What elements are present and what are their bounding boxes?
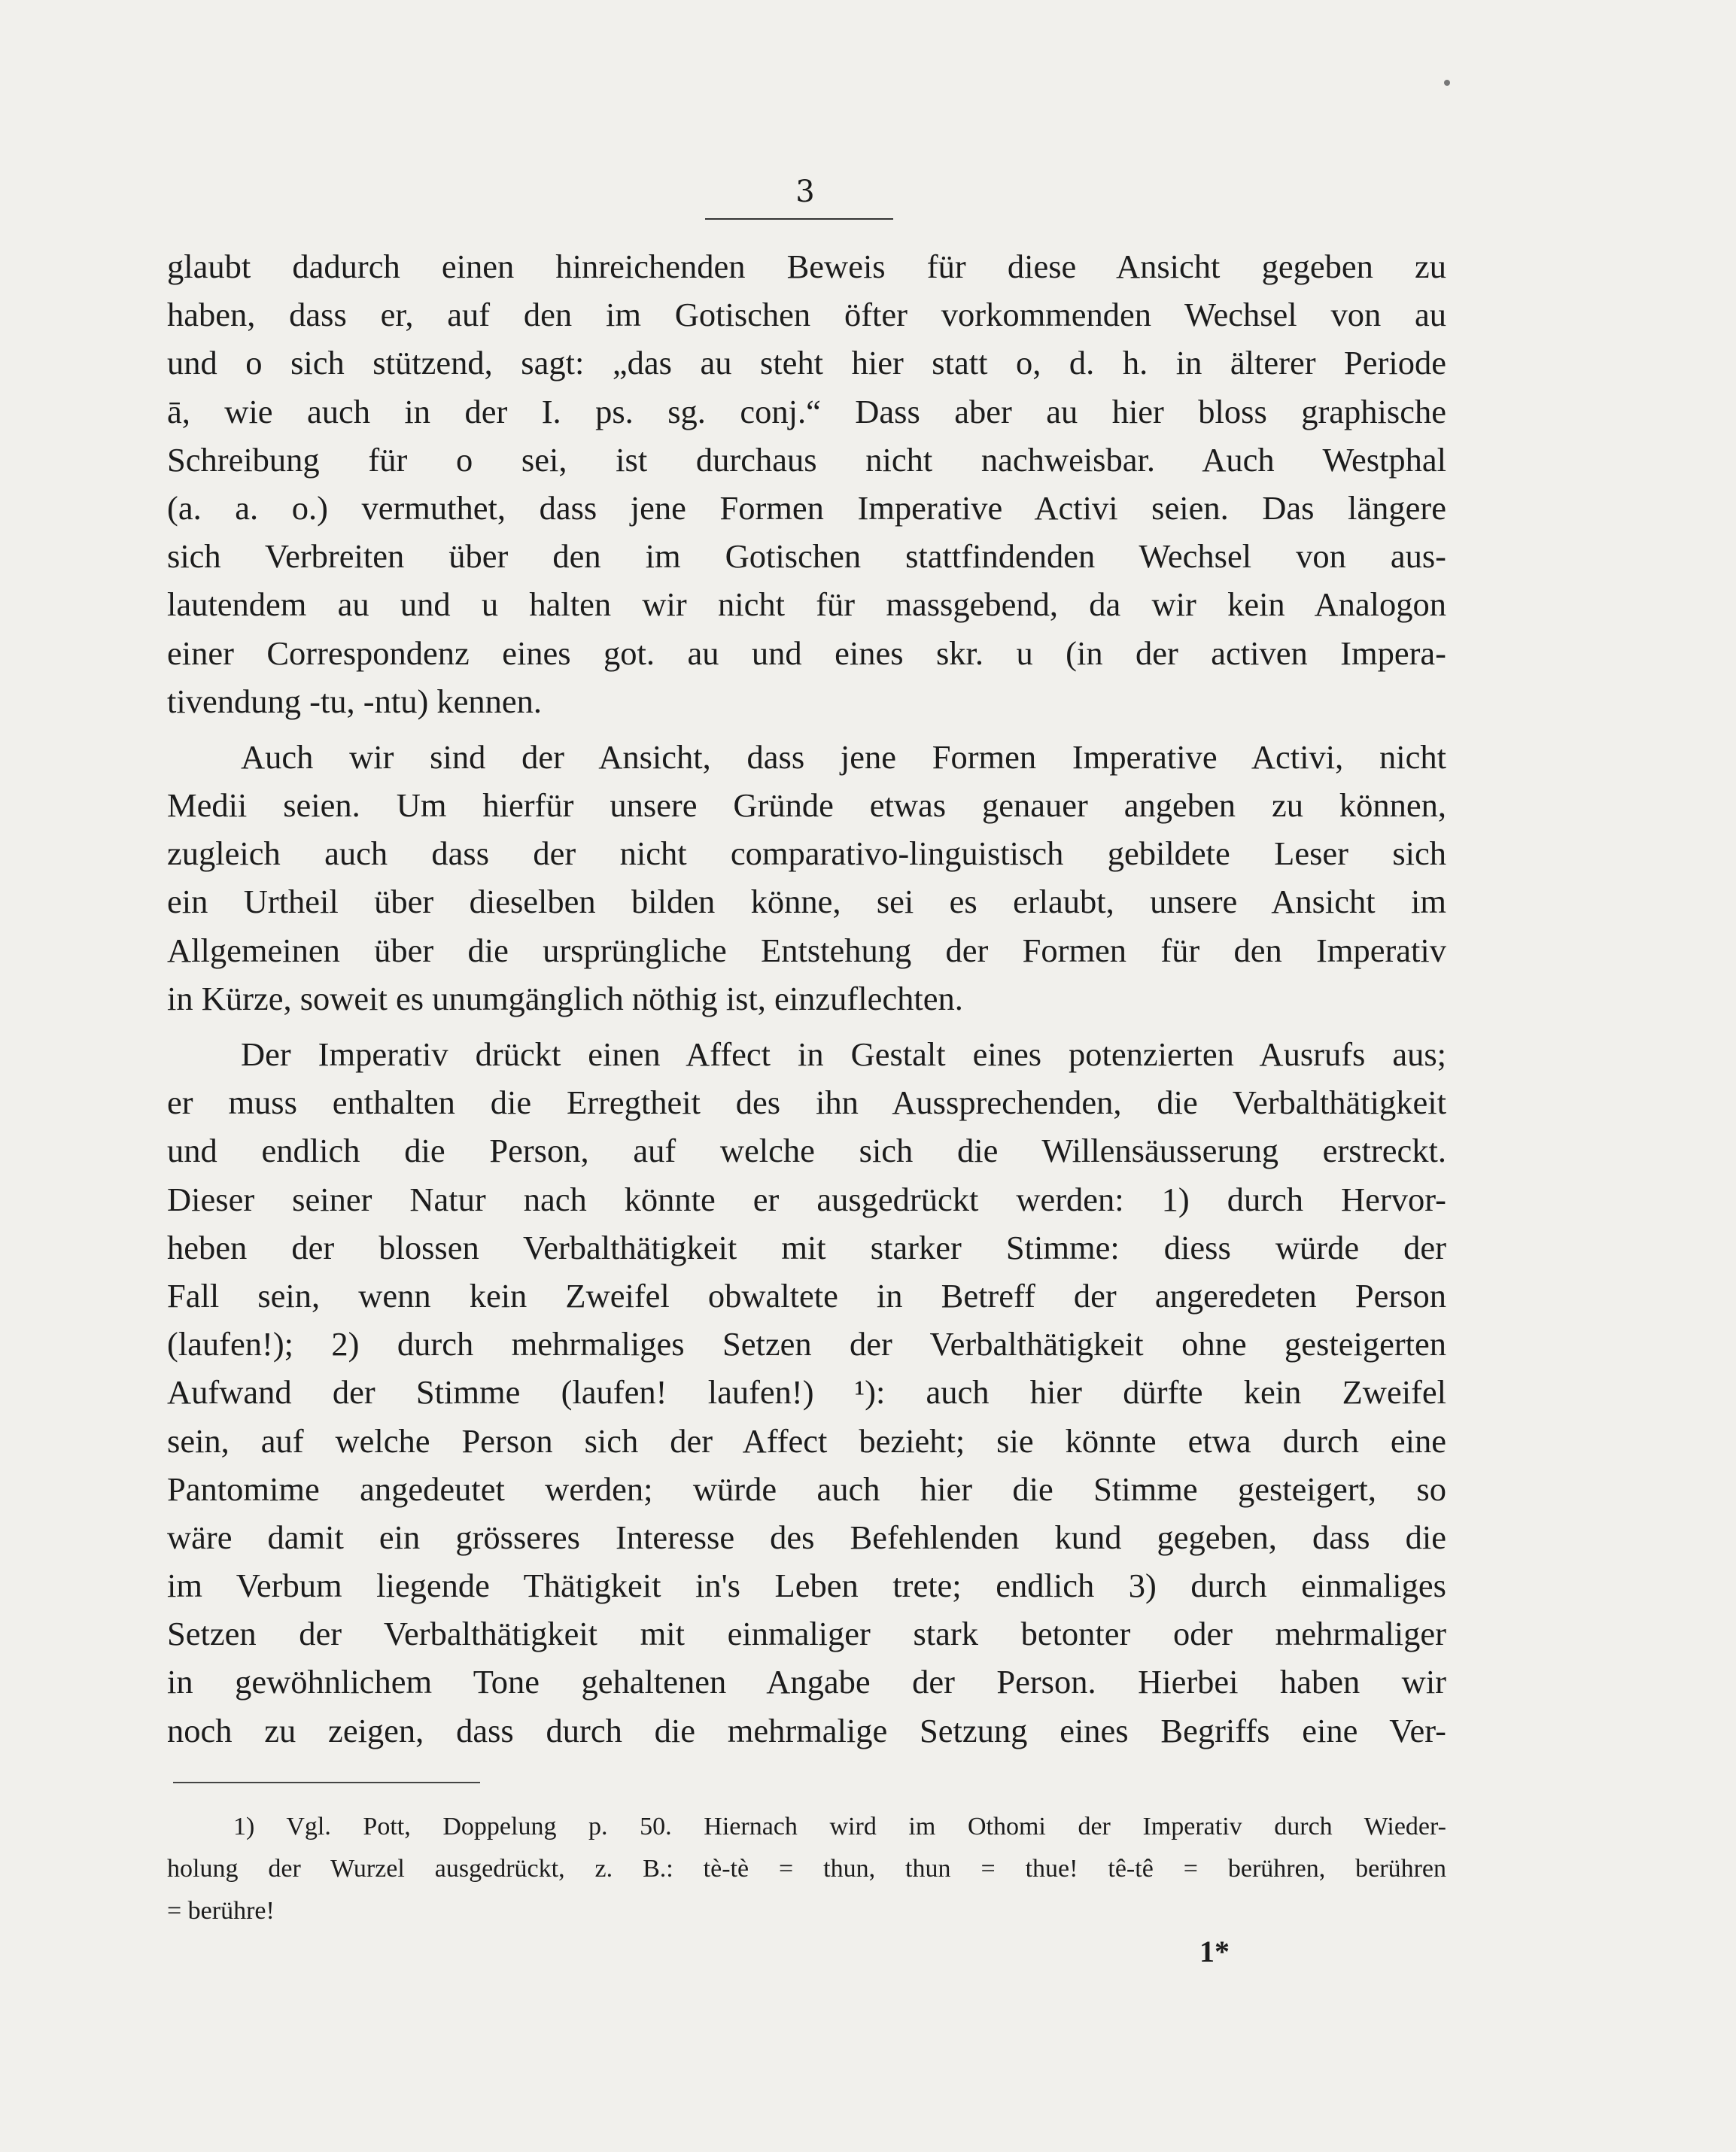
text-line: sein, auf welche Person sich der Affect bezieht; sie könnte etwa durch eine (167, 1421, 1446, 1460)
paragraph-2 (167, 733, 1446, 1023)
text-line: Auch wir sind der Ansicht, dass jene Formen Imperative Activi, nicht (241, 737, 1446, 776)
text-line: Fall sein, wenn kein Zweifel obwaltete in Betreff der angeredeten Person (167, 1276, 1446, 1315)
footnote-line: holung der Wurzel ausgedrückt, z. B.: tè-tè = thun, thun = thue! tê-tê = berühren, berühren (167, 1855, 1446, 1883)
text-line: Aufwand der Stimme (laufen! laufen!) ¹): auch hier dürfte kein Zweifel (167, 1373, 1446, 1412)
text-line: Dieser seiner Natur nach könnte er ausgedrückt werden: 1) durch Hervor- (167, 1180, 1446, 1218)
text-line: Allgemeinen über die ursprüngliche Entstehung der Formen für den Imperativ (167, 931, 1446, 969)
body-text (167, 242, 1446, 1762)
text-line: (laufen!); 2) durch mehrmaliges Setzen der Verbalthätigkeit ohne gesteigerten (167, 1325, 1446, 1363)
text-line: in gewöhnlichem Tone gehaltenen Angabe der Person. Hierbei haben wir (167, 1663, 1446, 1701)
text-line: Medii seien. Um hierfür unsere Gründe etwas genauer angeben zu können, (167, 786, 1446, 825)
footnote (167, 1806, 1446, 1932)
text-line: und o sich stützend, sagt: „das au steht hier statt o, d. h. in älterer Periode (167, 344, 1446, 382)
text-line: glaubt dadurch einen hinreichenden Beweis für diese Ansicht gegeben zu (167, 248, 1446, 285)
text-line: einer Correspondenz eines got. au und eines skr. u (in der activen Impera- (167, 634, 1446, 672)
text-line: er muss enthalten die Erregtheit des ihn Aussprechenden, die Verbalthätigkeit (167, 1084, 1446, 1122)
text-line: noch zu zeigen, dass durch die mehrmalige Setzung eines Begriffs eine Ver- (167, 1711, 1446, 1749)
text-line: lautendem au und u halten wir nicht für massgebend, da wir kein Analogon (167, 585, 1446, 624)
header-rule (705, 218, 893, 220)
text-line: tivendung -tu, -ntu) kennen. (167, 682, 543, 720)
text-line: in Kürze, soweit es unumgänglich nöthig ist, einzuflechten. (167, 979, 963, 1017)
text-line: wäre damit ein grösseres Interesse des Befehlenden kund gegeben, dass die (167, 1518, 1446, 1556)
page-number: 3 (795, 175, 815, 209)
paragraph-3 (167, 1030, 1446, 1755)
text-line: Der Imperativ drückt einen Affect in Gestalt eines potenzierten Ausrufs aus; (241, 1035, 1446, 1073)
speck-mark (1444, 80, 1450, 86)
footnote-rule (173, 1782, 480, 1783)
text-line: sich Verbreiten über den im Gotischen stattfindenden Wechsel von aus- (167, 537, 1446, 576)
text-line: Pantomime angedeutet werden; würde auch hier die Stimme gesteigert, so (167, 1470, 1446, 1508)
text-line: im Verbum liegende Thätigkeit in's Leben trete; endlich 3) durch einmaliges (167, 1567, 1446, 1605)
text-line: ā, wie auch in der I. ps. sg. conj.“ Dass aber au hier bloss graphische (167, 392, 1446, 430)
printer-signature-mark: 1* (1199, 1935, 1230, 1968)
text-line: Schreibung für o sei, ist durchaus nicht nachweisbar. Auch Westphal (167, 440, 1446, 479)
text-line: (a. a. o.) vermuthet, dass jene Formen Imperative Activi seien. Das längere (167, 488, 1446, 527)
text-line: und endlich die Person, auf welche sich die Willensäusserung erstreckt. (167, 1132, 1446, 1170)
text-line: ein Urtheil über dieselben bilden könne, sei es erlaubt, unsere Ansicht im (167, 883, 1446, 921)
text-line: zugleich auch dass der nicht comparativo-linguistisch gebildete Leser sich (167, 834, 1446, 873)
text-line: Setzen der Verbalthätigkeit mit einmaliger stark betonter oder mehrmaliger (167, 1615, 1446, 1653)
footnote-line: = berühre! (167, 1897, 275, 1925)
paragraph-1 (167, 242, 1446, 725)
text-line: haben, dass er, auf den im Gotischen öfter vorkommenden Wechsel von au (167, 296, 1446, 334)
footnote-line: 1) Vgl. Pott, Doppelung p. 50. Hiernach wird im Othomi der Imperativ durch Wieder- (233, 1813, 1446, 1840)
text-line: heben der blossen Verbalthätigkeit mit starker Stimme: diess würde der (167, 1228, 1446, 1266)
